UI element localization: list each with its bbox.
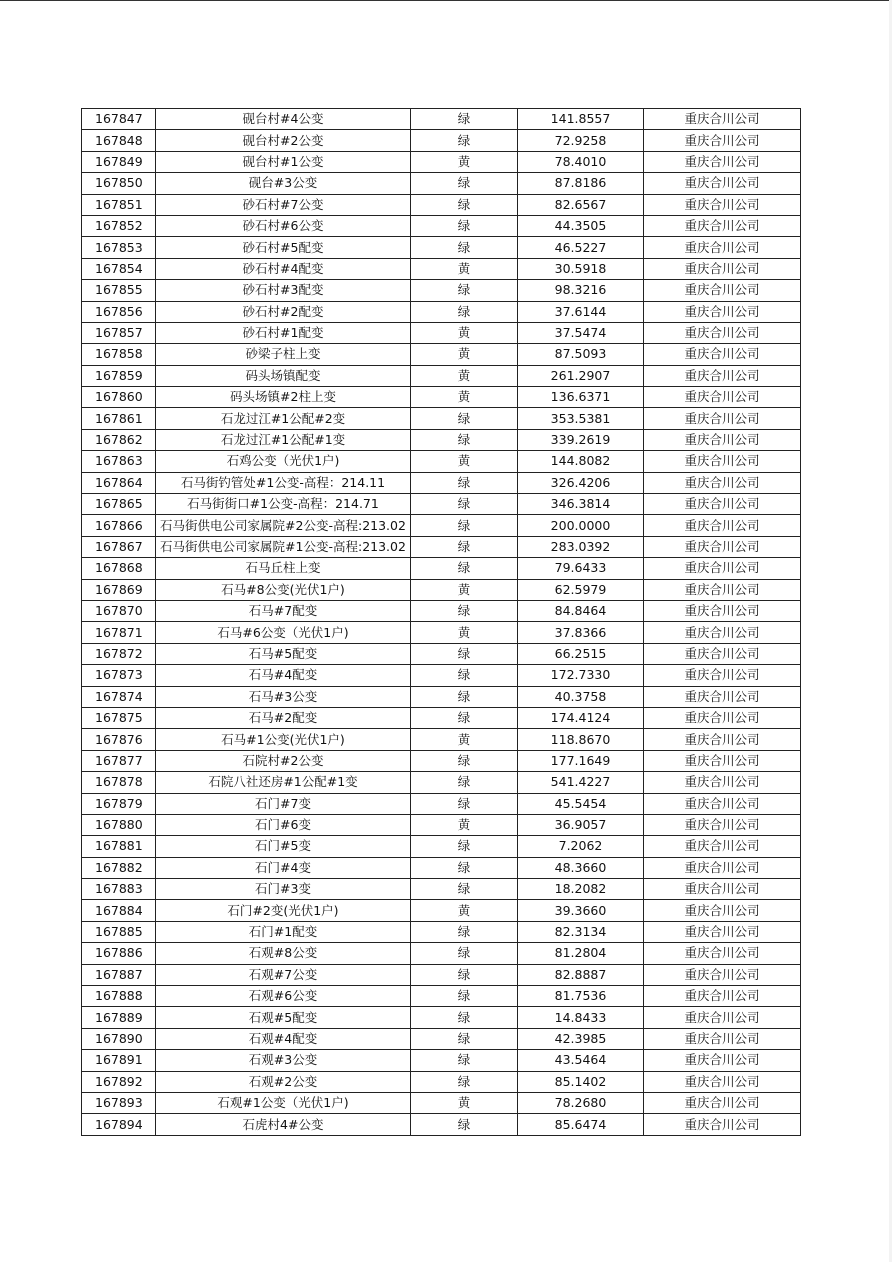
transformer-name-cell: 石观#7公变 (156, 964, 411, 985)
table-row (82, 836, 801, 857)
company-cell: 重庆合川公司 (644, 215, 801, 236)
status-color-cell: 绿 (411, 643, 518, 664)
transformer-name-cell: 石观#2公变 (156, 1071, 411, 1092)
table-row (82, 215, 801, 236)
table-row (82, 472, 801, 493)
transformer-name-cell: 砂石村#1配变 (156, 322, 411, 343)
table-row (82, 451, 801, 472)
value-cell: 353.5381 (518, 408, 644, 429)
status-color-cell: 绿 (411, 1050, 518, 1071)
table-row (82, 1050, 801, 1071)
company-cell: 重庆合川公司 (644, 793, 801, 814)
status-color-cell: 绿 (411, 857, 518, 878)
status-color-cell: 绿 (411, 772, 518, 793)
company-cell: 重庆合川公司 (644, 943, 801, 964)
transformer-name-cell: 石马#8公变(光伏1户) (156, 579, 411, 600)
status-color-cell: 绿 (411, 836, 518, 857)
company-cell: 重庆合川公司 (644, 109, 801, 130)
company-cell: 重庆合川公司 (644, 536, 801, 557)
row-id-cell: 167892 (82, 1071, 156, 1092)
row-id-cell: 167888 (82, 986, 156, 1007)
status-color-cell: 黄 (411, 258, 518, 279)
transformer-name-cell: 石马街供电公司家属院#1公变-高程:213.02 (156, 536, 411, 557)
table-row (82, 344, 801, 365)
transformer-name-cell: 石观#5配变 (156, 1007, 411, 1028)
status-color-cell: 绿 (411, 665, 518, 686)
table-row (82, 322, 801, 343)
table-row (82, 429, 801, 450)
table-row (82, 964, 801, 985)
row-id-cell: 167894 (82, 1114, 156, 1135)
row-id-cell: 167848 (82, 130, 156, 151)
value-cell: 72.9258 (518, 130, 644, 151)
status-color-cell: 黄 (411, 387, 518, 408)
company-cell: 重庆合川公司 (644, 344, 801, 365)
status-color-cell: 绿 (411, 921, 518, 942)
value-cell: 144.8082 (518, 451, 644, 472)
company-cell: 重庆合川公司 (644, 173, 801, 194)
row-id-cell: 167862 (82, 429, 156, 450)
value-cell: 200.0000 (518, 515, 644, 536)
value-cell: 37.8366 (518, 622, 644, 643)
company-cell: 重庆合川公司 (644, 1071, 801, 1092)
status-color-cell: 绿 (411, 194, 518, 215)
table-row (82, 173, 801, 194)
company-cell: 重庆合川公司 (644, 451, 801, 472)
row-id-cell: 167870 (82, 600, 156, 621)
table-row (82, 921, 801, 942)
company-cell: 重庆合川公司 (644, 151, 801, 172)
value-cell: 541.4227 (518, 772, 644, 793)
company-cell: 重庆合川公司 (644, 665, 801, 686)
status-color-cell: 黄 (411, 579, 518, 600)
row-id-cell: 167855 (82, 280, 156, 301)
table-row (82, 665, 801, 686)
value-cell: 7.2062 (518, 836, 644, 857)
row-id-cell: 167851 (82, 194, 156, 215)
transformer-name-cell: 石马#1公变(光伏1户) (156, 729, 411, 750)
value-cell: 85.1402 (518, 1071, 644, 1092)
transformer-name-cell: 石观#4配变 (156, 1028, 411, 1049)
company-cell: 重庆合川公司 (644, 1114, 801, 1135)
row-id-cell: 167882 (82, 857, 156, 878)
transformer-name-cell: 石龙过江#1公配#2变 (156, 408, 411, 429)
value-cell: 87.8186 (518, 173, 644, 194)
row-id-cell: 167849 (82, 151, 156, 172)
transformer-name-cell: 砚台#3公变 (156, 173, 411, 194)
transformer-name-cell: 砂石村#5配变 (156, 237, 411, 258)
value-cell: 37.5474 (518, 322, 644, 343)
page-top-border (0, 0, 892, 1)
status-color-cell: 绿 (411, 1007, 518, 1028)
value-cell: 339.2619 (518, 429, 644, 450)
value-cell: 48.3660 (518, 857, 644, 878)
status-color-cell: 绿 (411, 237, 518, 258)
status-color-cell: 绿 (411, 793, 518, 814)
table-row (82, 622, 801, 643)
value-cell: 81.2804 (518, 943, 644, 964)
row-id-cell: 167875 (82, 707, 156, 728)
transformer-name-cell: 砂石村#4配变 (156, 258, 411, 279)
row-id-cell: 167887 (82, 964, 156, 985)
value-cell: 62.5979 (518, 579, 644, 600)
row-id-cell: 167850 (82, 173, 156, 194)
row-id-cell: 167854 (82, 258, 156, 279)
company-cell: 重庆合川公司 (644, 836, 801, 857)
company-cell: 重庆合川公司 (644, 558, 801, 579)
table-row (82, 772, 801, 793)
value-cell: 98.3216 (518, 280, 644, 301)
table-row (82, 558, 801, 579)
transformer-name-cell: 石观#3公变 (156, 1050, 411, 1071)
transformer-name-cell: 砚台村#2公变 (156, 130, 411, 151)
status-color-cell: 绿 (411, 215, 518, 236)
value-cell: 14.8433 (518, 1007, 644, 1028)
status-color-cell: 绿 (411, 408, 518, 429)
row-id-cell: 167889 (82, 1007, 156, 1028)
table-row (82, 387, 801, 408)
company-cell: 重庆合川公司 (644, 643, 801, 664)
company-cell: 重庆合川公司 (644, 280, 801, 301)
table-row (82, 814, 801, 835)
value-cell: 78.4010 (518, 151, 644, 172)
transformer-name-cell: 石门#6变 (156, 814, 411, 835)
value-cell: 46.5227 (518, 237, 644, 258)
value-cell: 141.8557 (518, 109, 644, 130)
company-cell: 重庆合川公司 (644, 322, 801, 343)
row-id-cell: 167891 (82, 1050, 156, 1071)
value-cell: 82.6567 (518, 194, 644, 215)
table-row (82, 643, 801, 664)
status-color-cell: 绿 (411, 1071, 518, 1092)
value-cell: 44.3505 (518, 215, 644, 236)
status-color-cell: 黄 (411, 814, 518, 835)
status-color-cell: 黄 (411, 344, 518, 365)
company-cell: 重庆合川公司 (644, 750, 801, 771)
transformer-name-cell: 砂石村#2配变 (156, 301, 411, 322)
company-cell: 重庆合川公司 (644, 1007, 801, 1028)
table-row (82, 365, 801, 386)
status-color-cell: 黄 (411, 451, 518, 472)
row-id-cell: 167885 (82, 921, 156, 942)
value-cell: 87.5093 (518, 344, 644, 365)
status-color-cell: 绿 (411, 536, 518, 557)
value-cell: 40.3758 (518, 686, 644, 707)
value-cell: 326.4206 (518, 472, 644, 493)
row-id-cell: 167868 (82, 558, 156, 579)
row-id-cell: 167859 (82, 365, 156, 386)
status-color-cell: 绿 (411, 750, 518, 771)
company-cell: 重庆合川公司 (644, 1092, 801, 1113)
table-row (82, 237, 801, 258)
status-color-cell: 绿 (411, 1028, 518, 1049)
row-id-cell: 167866 (82, 515, 156, 536)
table-row (82, 301, 801, 322)
row-id-cell: 167864 (82, 472, 156, 493)
transformer-name-cell: 石马#7配变 (156, 600, 411, 621)
row-id-cell: 167883 (82, 879, 156, 900)
row-id-cell: 167876 (82, 729, 156, 750)
status-color-cell: 绿 (411, 280, 518, 301)
row-id-cell: 167865 (82, 494, 156, 515)
status-color-cell: 绿 (411, 1114, 518, 1135)
company-cell: 重庆合川公司 (644, 921, 801, 942)
table-row (82, 793, 801, 814)
transformer-name-cell: 石门#7变 (156, 793, 411, 814)
status-color-cell: 绿 (411, 943, 518, 964)
row-id-cell: 167874 (82, 686, 156, 707)
table-row (82, 879, 801, 900)
transformer-name-cell: 石马街钓管处#1公变-高程：214.11 (156, 472, 411, 493)
transformer-name-cell: 石门#1配变 (156, 921, 411, 942)
table-row (82, 515, 801, 536)
company-cell: 重庆合川公司 (644, 130, 801, 151)
transformer-name-cell: 砂梁子柱上变 (156, 344, 411, 365)
value-cell: 85.6474 (518, 1114, 644, 1135)
status-color-cell: 绿 (411, 515, 518, 536)
company-cell: 重庆合川公司 (644, 879, 801, 900)
table-row (82, 729, 801, 750)
transformer-name-cell: 石马#6公变（光伏1户) (156, 622, 411, 643)
transformer-name-cell: 石观#1公变（光伏1户) (156, 1092, 411, 1113)
status-color-cell: 绿 (411, 173, 518, 194)
transformer-name-cell: 砚台村#1公变 (156, 151, 411, 172)
transformer-name-cell: 石鸡公变（光伏1户) (156, 451, 411, 472)
status-color-cell: 黄 (411, 1092, 518, 1113)
row-id-cell: 167884 (82, 900, 156, 921)
company-cell: 重庆合川公司 (644, 365, 801, 386)
company-cell: 重庆合川公司 (644, 194, 801, 215)
table-row (82, 280, 801, 301)
status-color-cell: 绿 (411, 494, 518, 515)
table-row (82, 986, 801, 1007)
table-row (82, 1007, 801, 1028)
value-cell: 136.6371 (518, 387, 644, 408)
value-cell: 118.8670 (518, 729, 644, 750)
company-cell: 重庆合川公司 (644, 301, 801, 322)
value-cell: 174.4124 (518, 707, 644, 728)
status-color-cell: 黄 (411, 151, 518, 172)
row-id-cell: 167893 (82, 1092, 156, 1113)
company-cell: 重庆合川公司 (644, 729, 801, 750)
status-color-cell: 绿 (411, 130, 518, 151)
table-row (82, 857, 801, 878)
value-cell: 30.5918 (518, 258, 644, 279)
status-color-cell: 绿 (411, 109, 518, 130)
company-cell: 重庆合川公司 (644, 900, 801, 921)
transformer-name-cell: 石门#2变(光伏1户) (156, 900, 411, 921)
table-row (82, 750, 801, 771)
transformer-name-cell: 石马街供电公司家属院#2公变-高程:213.02 (156, 515, 411, 536)
value-cell: 43.5464 (518, 1050, 644, 1071)
status-color-cell: 绿 (411, 986, 518, 1007)
row-id-cell: 167886 (82, 943, 156, 964)
row-id-cell: 167873 (82, 665, 156, 686)
table-row (82, 1092, 801, 1113)
table-row (82, 151, 801, 172)
company-cell: 重庆合川公司 (644, 387, 801, 408)
company-cell: 重庆合川公司 (644, 1050, 801, 1071)
transformer-name-cell: 码头场镇配变 (156, 365, 411, 386)
status-color-cell: 绿 (411, 301, 518, 322)
status-color-cell: 绿 (411, 472, 518, 493)
value-cell: 45.5454 (518, 793, 644, 814)
company-cell: 重庆合川公司 (644, 515, 801, 536)
value-cell: 84.8464 (518, 600, 644, 621)
status-color-cell: 绿 (411, 686, 518, 707)
row-id-cell: 167872 (82, 643, 156, 664)
value-cell: 172.7330 (518, 665, 644, 686)
status-color-cell: 黄 (411, 365, 518, 386)
status-color-cell: 黄 (411, 729, 518, 750)
row-id-cell: 167890 (82, 1028, 156, 1049)
status-color-cell: 黄 (411, 322, 518, 343)
row-id-cell: 167881 (82, 836, 156, 857)
company-cell: 重庆合川公司 (644, 429, 801, 450)
value-cell: 66.2515 (518, 643, 644, 664)
table-row (82, 600, 801, 621)
transformer-name-cell: 石龙过江#1公配#1变 (156, 429, 411, 450)
row-id-cell: 167877 (82, 750, 156, 771)
table-row (82, 900, 801, 921)
company-cell: 重庆合川公司 (644, 772, 801, 793)
transformer-name-cell: 石马#4配变 (156, 665, 411, 686)
transformer-name-cell: 石观#6公变 (156, 986, 411, 1007)
value-cell: 283.0392 (518, 536, 644, 557)
table-row (82, 494, 801, 515)
table-row (82, 258, 801, 279)
table-row (82, 130, 801, 151)
transformer-name-cell: 砚台村#4公变 (156, 109, 411, 130)
value-cell: 42.3985 (518, 1028, 644, 1049)
value-cell: 36.9057 (518, 814, 644, 835)
company-cell: 重庆合川公司 (644, 408, 801, 429)
transformer-name-cell: 石门#5变 (156, 836, 411, 857)
row-id-cell: 167853 (82, 237, 156, 258)
company-cell: 重庆合川公司 (644, 964, 801, 985)
table-row (82, 408, 801, 429)
transformer-name-cell: 石马丘柱上变 (156, 558, 411, 579)
company-cell: 重庆合川公司 (644, 494, 801, 515)
row-id-cell: 167858 (82, 344, 156, 365)
value-cell: 39.3660 (518, 900, 644, 921)
table-row (82, 536, 801, 557)
transformer-name-cell: 石门#4变 (156, 857, 411, 878)
row-id-cell: 167863 (82, 451, 156, 472)
status-color-cell: 绿 (411, 558, 518, 579)
row-id-cell: 167879 (82, 793, 156, 814)
transformer-name-cell: 砂石村#6公变 (156, 215, 411, 236)
transformer-name-cell: 石马街街口#1公变-高程：214.71 (156, 494, 411, 515)
row-id-cell: 167878 (82, 772, 156, 793)
table-row (82, 109, 801, 130)
transformer-name-cell: 石马#2配变 (156, 707, 411, 728)
value-cell: 346.3814 (518, 494, 644, 515)
transformer-name-cell: 石院八社还房#1公配#1变 (156, 772, 411, 793)
table-row (82, 579, 801, 600)
row-id-cell: 167861 (82, 408, 156, 429)
value-cell: 82.8887 (518, 964, 644, 985)
status-color-cell: 黄 (411, 900, 518, 921)
transformer-table (81, 108, 801, 1136)
company-cell: 重庆合川公司 (644, 579, 801, 600)
value-cell: 82.3134 (518, 921, 644, 942)
table-row (82, 1071, 801, 1092)
transformer-name-cell: 砂石村#7公变 (156, 194, 411, 215)
table-row (82, 194, 801, 215)
company-cell: 重庆合川公司 (644, 707, 801, 728)
value-cell: 79.6433 (518, 558, 644, 579)
table-row (82, 1028, 801, 1049)
row-id-cell: 167867 (82, 536, 156, 557)
table-row (82, 1114, 801, 1135)
value-cell: 261.2907 (518, 365, 644, 386)
table-row (82, 686, 801, 707)
company-cell: 重庆合川公司 (644, 686, 801, 707)
company-cell: 重庆合川公司 (644, 857, 801, 878)
table-body (82, 109, 801, 1136)
transformer-name-cell: 石虎村4#公变 (156, 1114, 411, 1135)
company-cell: 重庆合川公司 (644, 472, 801, 493)
status-color-cell: 绿 (411, 707, 518, 728)
transformer-name-cell: 码头场镇#2柱上变 (156, 387, 411, 408)
transformer-name-cell: 砂石村#3配变 (156, 280, 411, 301)
transformer-name-cell: 石马#5配变 (156, 643, 411, 664)
status-color-cell: 绿 (411, 429, 518, 450)
company-cell: 重庆合川公司 (644, 600, 801, 621)
company-cell: 重庆合川公司 (644, 1028, 801, 1049)
value-cell: 81.7536 (518, 986, 644, 1007)
value-cell: 177.1649 (518, 750, 644, 771)
transformer-name-cell: 石马#3公变 (156, 686, 411, 707)
row-id-cell: 167856 (82, 301, 156, 322)
row-id-cell: 167871 (82, 622, 156, 643)
value-cell: 37.6144 (518, 301, 644, 322)
row-id-cell: 167880 (82, 814, 156, 835)
row-id-cell: 167852 (82, 215, 156, 236)
company-cell: 重庆合川公司 (644, 814, 801, 835)
table-row (82, 943, 801, 964)
value-cell: 78.2680 (518, 1092, 644, 1113)
row-id-cell: 167857 (82, 322, 156, 343)
status-color-cell: 绿 (411, 964, 518, 985)
table-row (82, 707, 801, 728)
row-id-cell: 167860 (82, 387, 156, 408)
value-cell: 18.2082 (518, 879, 644, 900)
transformer-name-cell: 石门#3变 (156, 879, 411, 900)
status-color-cell: 绿 (411, 600, 518, 621)
status-color-cell: 黄 (411, 622, 518, 643)
row-id-cell: 167847 (82, 109, 156, 130)
status-color-cell: 绿 (411, 879, 518, 900)
transformer-name-cell: 石观#8公变 (156, 943, 411, 964)
company-cell: 重庆合川公司 (644, 258, 801, 279)
transformer-name-cell: 石院村#2公变 (156, 750, 411, 771)
company-cell: 重庆合川公司 (644, 986, 801, 1007)
company-cell: 重庆合川公司 (644, 237, 801, 258)
row-id-cell: 167869 (82, 579, 156, 600)
company-cell: 重庆合川公司 (644, 622, 801, 643)
